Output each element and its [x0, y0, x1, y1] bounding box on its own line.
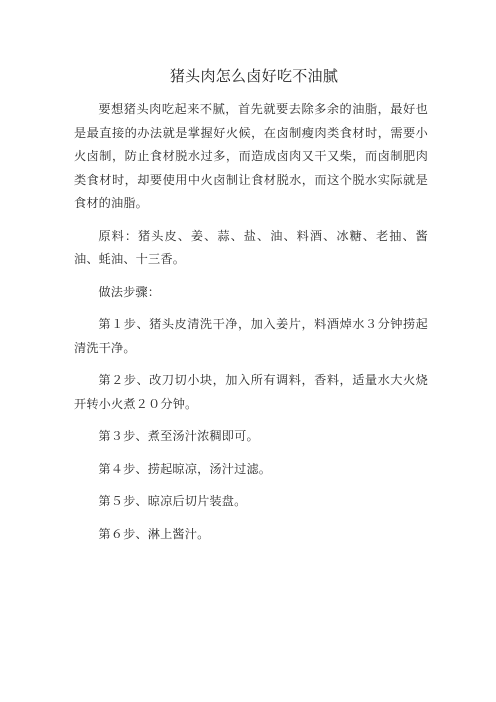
document-title: 猪头肉怎么卤好吃不油腻 [169, 67, 339, 85]
step-item: 第１步、猪头皮清洗干净，加入姜片，料酒焯水３分钟捞起清洗干净。 [74, 317, 428, 355]
step-item: 第２步、改刀切小块，加入所有调料，香料，适量水大火烧开转小火煮２０分钟。 [74, 373, 428, 411]
step-item: 第５步、晾凉后切片装盘。 [98, 494, 247, 508]
intro-paragraph: 要想猪头肉吃起来不腻，首先就要去除多余的油脂，最好也是最直接的办法就是掌握好火候，在卤制瘦肉类食材时，需要小火卤制，防止食材脱水过多，而造成卤肉又干又柴，而卤制肥肉类食材时，却要使用中火卤制让食材脱水，而这个脱水实际就是食材的油脂。 [74, 102, 428, 210]
ingredients-paragraph: 原料：猪头皮、姜、蒜、盐、油、料酒、冰糖、老抽、酱油、蚝油、十三香。 [74, 228, 428, 266]
steps-heading: 做法步骤： [98, 284, 161, 299]
step-item: 第３步、煮至汤汁浓稠即可。 [98, 429, 259, 443]
step-item: 第４步、捞起晾凉，汤汁过滤。 [98, 461, 272, 476]
step-item: 第６步、淋上酱汁。 [98, 526, 210, 541]
